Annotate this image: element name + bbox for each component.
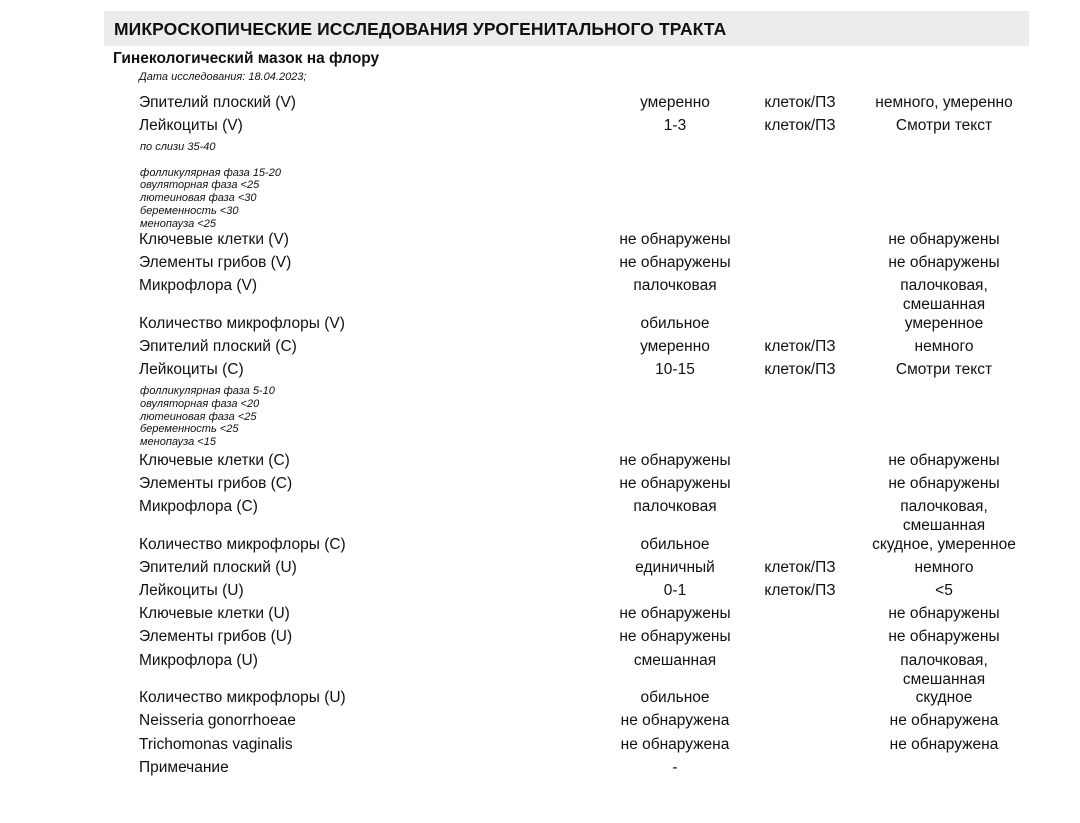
result-name: Количество микрофлоры (U) — [139, 689, 346, 706]
reference-range: не обнаружены — [888, 475, 1000, 492]
reference-note-line: менопауза <25 — [140, 217, 216, 230]
reference-range: Смотри текст — [895, 361, 993, 378]
reference-note-line: беременность <30 — [140, 205, 239, 217]
result-name: Эпителий плоский (С) — [139, 338, 297, 355]
reference-range: скудное — [915, 689, 973, 706]
result-name: Элементы грибов (V) — [139, 254, 292, 271]
page-title: МИКРОСКОПИЧЕСКИЕ ИССЛЕДОВАНИЯ УРОГЕНИТАЛЬНОГО ТРАКТА — [114, 19, 727, 39]
result-value: единичный — [635, 559, 715, 576]
result-name: Neisseria gonorrhoeae — [139, 712, 296, 729]
result-value: обильное — [640, 689, 710, 706]
result-name: Количество микрофлоры (V) — [139, 315, 345, 332]
result-value: не обнаружены — [619, 605, 731, 622]
result-value: обильное — [640, 536, 710, 553]
reference-range: не обнаружены — [888, 231, 1000, 248]
study-date: Дата исследования: 18.04.2023; — [139, 71, 307, 83]
reference-range: не обнаружены — [888, 605, 1000, 622]
section-header-bar — [104, 11, 1029, 46]
reference-note-line: фолликулярная фаза 5-10 — [140, 385, 275, 397]
result-value: 1-3 — [663, 117, 687, 134]
reference-range: немного — [914, 559, 974, 576]
result-value: умеренно — [640, 94, 710, 111]
result-value: смешанная — [633, 652, 717, 669]
result-name: Эпителий плоский (V) — [139, 94, 296, 111]
result-unit: клеток/ПЗ — [764, 94, 836, 111]
reference-note-line: фолликулярная фаза 15-20 — [140, 166, 281, 179]
result-value: не обнаружены — [619, 452, 731, 469]
reference-range: не обнаружены — [888, 254, 1000, 271]
result-name: Примечание — [139, 759, 229, 776]
result-name: Trichomonas vaginalis — [139, 736, 293, 753]
result-value: умеренно — [640, 338, 710, 355]
result-name: Элементы грибов (С) — [139, 475, 293, 492]
result-value: не обнаружены — [619, 628, 731, 645]
result-name: Лейкоциты (U) — [139, 582, 244, 599]
reference-range: палочковая, смешанная — [900, 652, 988, 688]
reference-note-line: лютеиновая фаза <30 — [140, 192, 257, 205]
result-name: Микрофлора (V) — [139, 277, 258, 294]
result-name: Ключевые клетки (С) — [139, 452, 290, 469]
reference-range: немного — [914, 338, 974, 355]
reference-range: <5 — [935, 582, 953, 599]
result-value: не обнаружены — [619, 475, 731, 492]
result-unit: клеток/ПЗ — [764, 361, 836, 378]
result-value: - — [672, 759, 678, 776]
result-name: Микрофлора (С) — [139, 498, 258, 515]
result-name: Ключевые клетки (U) — [139, 605, 290, 622]
reference-note-line: беременность <25 — [140, 423, 239, 436]
result-value: не обнаружена — [620, 736, 730, 753]
reference-range: умеренное — [904, 315, 984, 332]
reference-range: палочковая, смешанная — [900, 277, 988, 313]
reference-range: не обнаружена — [889, 712, 999, 729]
reference-note-line: по слизи 35-40 — [140, 141, 216, 153]
reference-note-line: лютеиновая фаза <25 — [140, 410, 257, 423]
result-value: не обнаружены — [619, 254, 731, 271]
reference-range: палочковая, смешанная — [900, 498, 988, 534]
result-value: 0-1 — [663, 582, 687, 599]
result-unit: клеток/ПЗ — [764, 338, 836, 355]
result-name: Ключевые клетки (V) — [139, 231, 289, 248]
result-name: Лейкоциты (V) — [139, 117, 243, 134]
reference-note-line: овуляторная фаза <25 — [140, 179, 260, 192]
result-name: Эпителий плоский (U) — [139, 559, 297, 576]
result-value: не обнаружены — [619, 231, 731, 248]
result-unit: клеток/ПЗ — [764, 582, 836, 599]
result-unit: клеток/ПЗ — [764, 559, 836, 576]
result-name: Микрофлора (U) — [139, 652, 258, 669]
result-name: Количество микрофлоры (С) — [139, 536, 346, 553]
result-unit: клеток/ПЗ — [764, 117, 836, 134]
result-value: не обнаружена — [620, 712, 730, 729]
result-value: 10-15 — [655, 361, 695, 378]
result-value: обильное — [640, 315, 710, 332]
result-value: палочковая — [633, 498, 717, 515]
reference-range: не обнаружены — [888, 452, 1000, 469]
result-value: палочковая — [633, 277, 717, 294]
reference-note-line: менопауза <15 — [140, 436, 216, 449]
result-name: Элементы грибов (U) — [139, 628, 293, 645]
reference-range: Смотри текст — [895, 117, 993, 134]
reference-range: немного, умеренно — [875, 94, 1013, 111]
reference-range: не обнаружена — [889, 736, 999, 753]
result-name: Лейкоциты (С) — [139, 361, 244, 378]
reference-range: не обнаружены — [888, 628, 1000, 645]
reference-note-line: овуляторная фаза <20 — [140, 397, 260, 410]
test-title: Гинекологический мазок на флору — [113, 50, 380, 67]
reference-range: скудное, умеренное — [872, 536, 1016, 553]
